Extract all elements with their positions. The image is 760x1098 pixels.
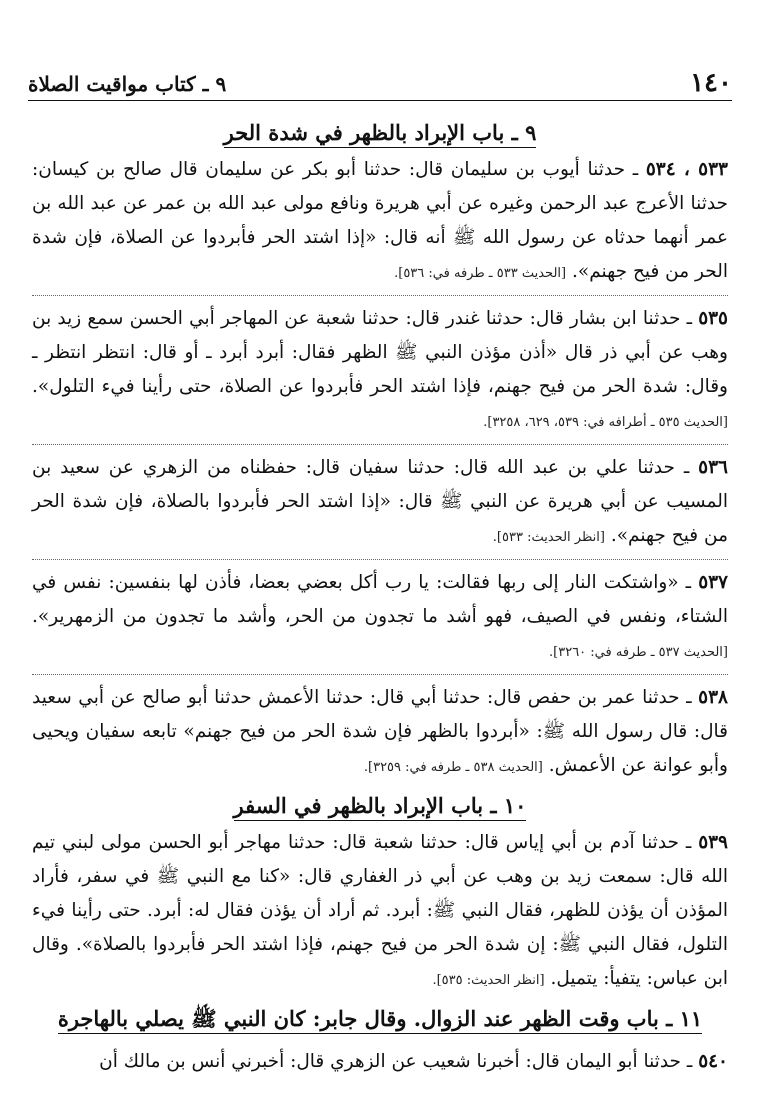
hadith-text: ـ حدثنا عمر بن حفص قال: حدثنا أبي قال: حدثنا الأعمش حدثنا أبو صالح عن أبي سعيد قال: قال رسول الله ﷺ: «أبردوا بالظهر فإن شدة الحر من فيح جهنم» تابعه سفيان ويحيى وأبو عوانة عن الأعمش. (32, 687, 728, 776)
hadith-citation: [الحديث ٥٣٣ ـ طرفه في: ٥٣٦]. (394, 266, 567, 281)
hadith-536 (32, 451, 728, 555)
hadith-number: ٥٣٦ (698, 457, 728, 478)
hadith-538 (32, 681, 728, 785)
hadith-number: ٥٣٩ (698, 832, 728, 853)
hadith-text: ـ حدثنا ابن بشار قال: حدثنا غندر قال: حدثنا شعبة عن المهاجر أبي الحسن سمع زيد بن وهب عن أبي ذر قال «أذن مؤذن النبي ﷺ الظهر فقال: أبرد أبرد ـ أو قال: انتظر انتظر ـ وقال: شدة الحر من فيح جهنم، فإذا اشتد الحر فأبردوا عن الصلاة، حتى رأينا فيء التلول». (32, 308, 728, 397)
hadith-535 (32, 302, 728, 440)
hadith-number: ٥٣٣ ، ٥٣٤ (645, 159, 728, 180)
page-number: ١٤٠ (690, 68, 732, 98)
hadith-text: ـ حدثنا آدم بن أبي إياس قال: حدثنا شعبة قال: حدثنا مهاجر أبو الحسن مولى لبني تيم الله قال: سمعت زيد بن وهب عن أبي ذر الغفاري قال: «كنا مع النبي ﷺ في سفر، فأراد المؤذن أن يؤذن للظهر، فقال النبي ﷺ: أبرد. ثم أراد أن يؤذن فقال له: أبرد. حتى رأينا فيء التلول، فقال النبي ﷺ: إن شدة الحر من فيح جهنم، فإذا اشتد الحر فأبردوا بالصلاة». وقال ابن عباس: يتفيأ: يتميل. (32, 832, 728, 989)
chapter-heading-9 (32, 120, 728, 145)
hadith-citation: [انظر الحديث: ٥٣٣]. (492, 530, 605, 545)
divider (32, 674, 728, 675)
hadith-text: ـ حدثنا أيوب بن سليمان قال: حدثنا أبو بكر عن سليمان قال صالح بن كيسان: حدثنا الأعرج عبد الرحمن وغيره عن أبي هريرة ونافع مولى عبد الله بن عمر عن عبد الله بن عمر أنهما حدثاه عن رسول الله ﷺ أنه قال: «إذا اشتد الحر فأبردوا عن الصلاة، فإن شدة الحر من فيح جهنم». (32, 159, 728, 282)
chapter-heading-10 (32, 793, 728, 818)
page-body (32, 112, 728, 1098)
book-title: ٩ ـ كتاب مواقيت الصلاة (28, 72, 227, 96)
hadith-citation: [الحديث ٥٣٨ ـ طرفه في: ٣٢٥٩]. (363, 760, 543, 775)
hadith-citation: [انظر الحديث: ٥٣٥]. (432, 973, 545, 988)
hadith-number: ٥٣٨ (698, 687, 728, 708)
chapter-heading-11 (32, 1006, 728, 1037)
hadith-540 (32, 1045, 728, 1079)
divider (32, 444, 728, 445)
chapter-heading-text: ١١ ـ باب وقت الظهر عند الزوال. وقال جابر: كان النبي ﷺ يصلي بالهاجرة (58, 1006, 702, 1034)
hadith-text: ـ «واشتكت النار إلى ربها فقالت: يا رب أكل بعضي بعضا، فأذن لها بنفسين: نفس في الشتاء، ونفس في الصيف، فهو أشد ما تجدون من الحر، وأشد ما تجدون من الزمهرير». (32, 572, 728, 627)
hadith-citation: [الحديث ٥٣٧ ـ طرفه في: ٣٢٦٠]. (549, 645, 728, 660)
page-header (28, 56, 732, 101)
hadith-text: ـ حدثنا أبو اليمان قال: أخبرنا شعيب عن الزهري قال: أخبرني أنس بن مالك أن (99, 1051, 693, 1072)
divider (32, 559, 728, 560)
chapter-heading-text: ١٠ ـ باب الإبراد بالظهر في السفر (234, 793, 527, 821)
hadith-537 (32, 566, 728, 670)
hadith-number: ٥٣٧ (698, 572, 728, 593)
hadith-citation: [الحديث ٥٣٥ ـ أطرافه في: ٥٣٩، ٦٢٩، ٣٢٥٨]. (483, 415, 728, 430)
hadith-text: ـ حدثنا علي بن عبد الله قال: حدثنا سفيان قال: حفظناه من الزهري عن سعيد بن المسيب عن أبي هريرة عن النبي ﷺ قال: «إذا اشتد الحر فأبردوا بالصلاة، فإن شدة الحر من فيح جهنم». (32, 457, 728, 546)
hadith-number: ٥٤٠ (698, 1051, 728, 1072)
hadith-539 (32, 826, 728, 998)
hadith-number: ٥٣٥ (698, 308, 728, 329)
hadith-533-534 (32, 153, 728, 291)
chapter-heading-text: ٩ ـ باب الإبراد بالظهر في شدة الحر (224, 120, 537, 148)
divider (32, 295, 728, 296)
